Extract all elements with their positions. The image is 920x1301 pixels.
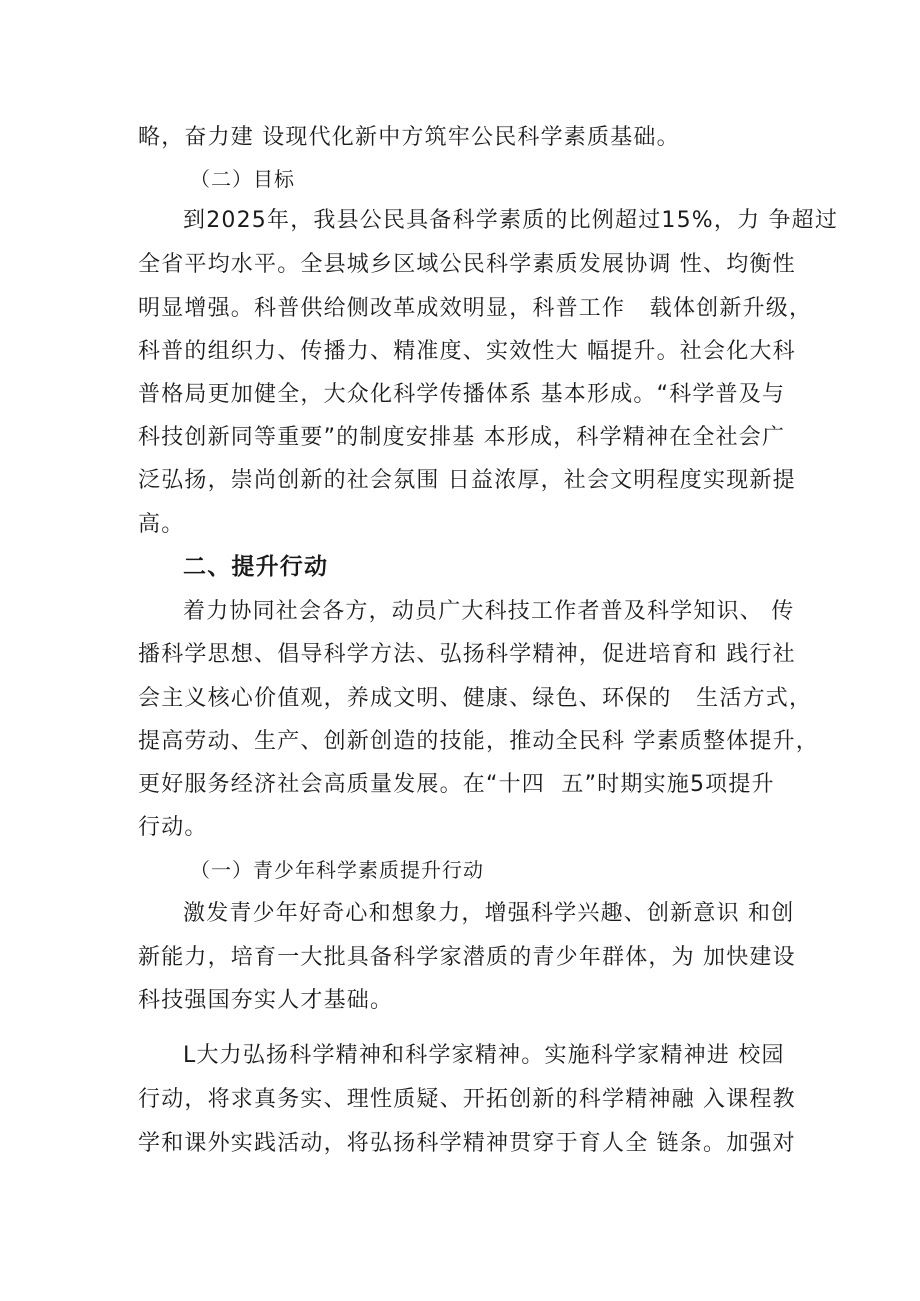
intro-line: 略，奋力建 设现代化新中方筑牢公民科学素质基础。 bbox=[138, 125, 680, 150]
action-paragraph-line: 行动。 bbox=[138, 815, 208, 840]
goal-paragraph-line: 普格局更加健全，大众化科学传播体系 基本形成。“科学普及与 bbox=[138, 382, 786, 407]
youth-paragraph-line: 新能力，培育一大批具备科学家潜质的青少年群体，为 加快建设 bbox=[138, 945, 796, 970]
goal-paragraph-line: 泛弘扬，崇尚创新的社会氛围 日益浓厚，社会文明程度实现新提 bbox=[138, 468, 796, 493]
youth-section-title: （一）青少年科学素质提升行动 bbox=[190, 858, 484, 882]
goal-paragraph-line: 到2025年，我县公民具备科学素质的比例超过15%，力 争超过 bbox=[183, 208, 839, 233]
action-paragraph-line: 提高劳动、生产、创新创造的技能，推动全民科 学素质整体提升， bbox=[138, 729, 819, 754]
goal-paragraph-line: 科普的组织力、传播力、精准度、实效性大 幅提升。社会化大科 bbox=[138, 339, 796, 364]
goal-paragraph-line: 高。 bbox=[138, 512, 185, 537]
goal-section-title: （二）目标 bbox=[190, 167, 295, 191]
action-paragraph-line: 着力协同社会各方，动员广大科技工作者普及科学知识、 传 bbox=[183, 599, 795, 624]
goal-paragraph-line: 全省平均水平。全县城乡区域公民科学素质发展协调 性、均衡性 bbox=[138, 252, 796, 277]
youth-paragraph-line: 激发青少年好奇心和想象力，增强科学兴趣、创新意识 和创 bbox=[183, 901, 795, 926]
spirit-paragraph-line: L大力弘扬科学精神和科学家精神。实施科学家精神进 校园 bbox=[183, 1043, 785, 1068]
goal-paragraph-line: 科技创新同等重要”的制度安排基 本形成，科学精神在全社会广 bbox=[138, 425, 786, 450]
action-paragraph-line: 播科学思想、倡导科学方法、弘扬科学精神，促进培育和 践行社 bbox=[138, 642, 796, 667]
action-paragraph-line: 会主义核心价值观，养成文明、健康、绿色、环保的 生活方式， bbox=[138, 686, 813, 711]
section-heading-two: 二、提升行动 bbox=[183, 554, 329, 580]
spirit-paragraph-line: 学和课外实践活动，将弘扬科学精神贯穿于育人全 链条。加强对 bbox=[138, 1131, 796, 1156]
goal-paragraph-line: 明显增强。科普供给侧改革成效明显，科普工作 载体创新升级， bbox=[138, 296, 813, 321]
action-paragraph-line: 更好服务经济社会高质量发展。在“十四 五”时期实施5项提升 bbox=[138, 772, 775, 797]
youth-paragraph-line: 科技强国夯实人才基础。 bbox=[138, 988, 394, 1013]
spirit-paragraph-line: 行动，将求真务实、理性质疑、开拓创新的科学精神融 入课程教 bbox=[138, 1087, 796, 1112]
